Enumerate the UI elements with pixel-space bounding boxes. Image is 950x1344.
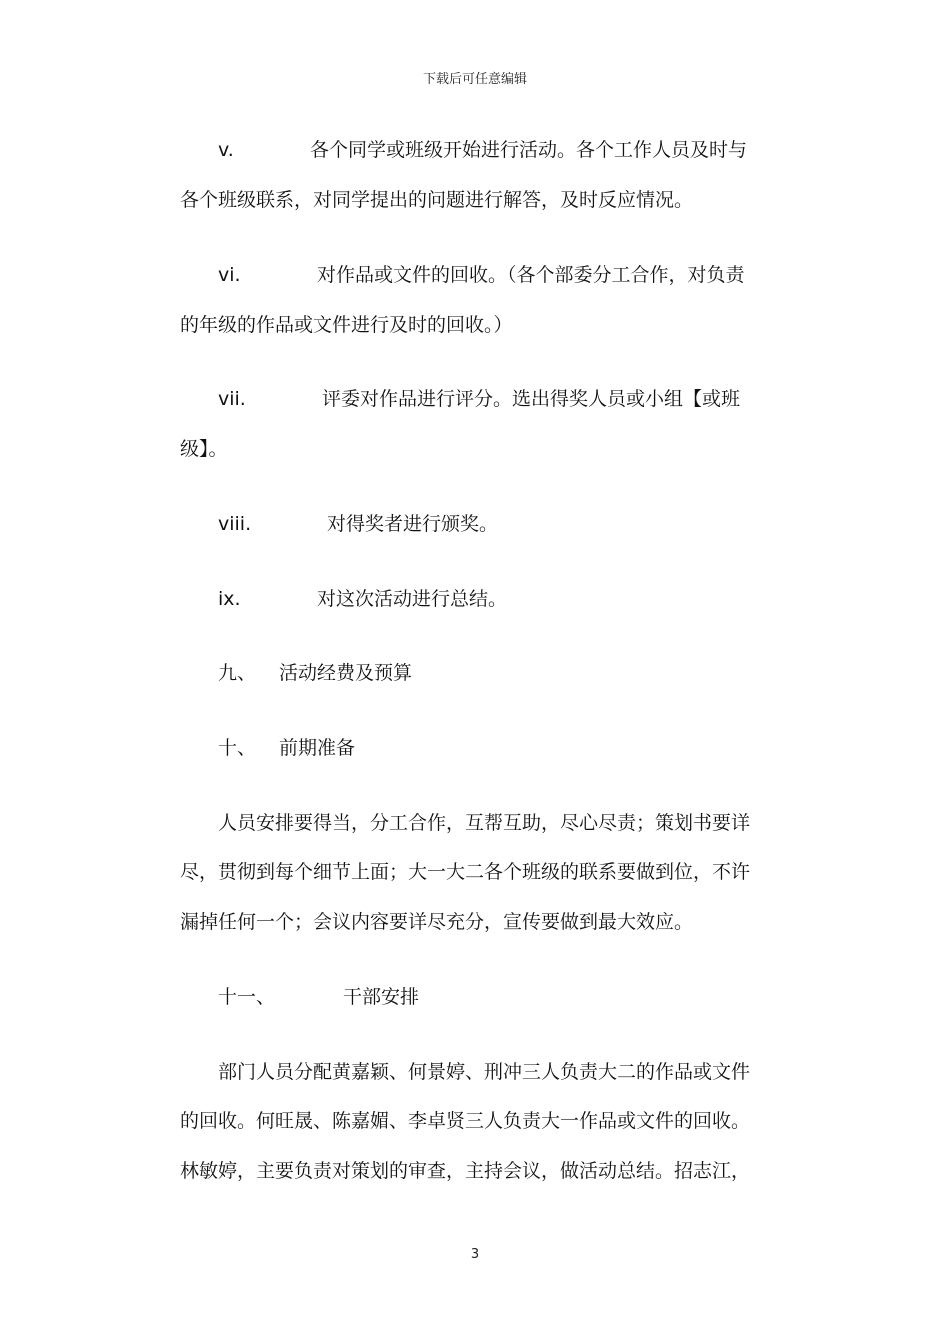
list-marker-v: v. — [218, 139, 234, 161]
paragraph-1-line2: 尽，贯彻到每个细节上面；大一大二各个班级的联系要做到位，不许 — [180, 861, 751, 883]
section-10-marker: 十、 — [218, 737, 257, 759]
list-marker-vi: vi. — [218, 264, 241, 286]
item-v-line1: 各个同学或班级开始进行活动。各个工作人员及时与 — [310, 139, 748, 161]
item-vi-line2: 的年级的作品或文件进行及时的回收。） — [180, 314, 513, 336]
item-ix-line1: 对这次活动进行总结。 — [317, 588, 508, 610]
item-vii-line2: 级】。 — [180, 438, 228, 460]
item-v-line2: 各个班级联系，对同学提出的问题进行解答，及时反应情况。 — [180, 189, 694, 211]
paragraph-2-line1: 部门人员分配黄嘉颖、何景婷、刑冲三人负责大二的作品或文件 — [218, 1061, 751, 1083]
list-marker-viii: viii. — [218, 513, 252, 535]
section-10-title: 前期准备 — [279, 737, 356, 759]
paragraph-1-line3: 漏掉任何一个；会议内容要详尽充分，宣传要做到最大效应。 — [180, 911, 694, 933]
list-marker-ix: ix. — [218, 588, 241, 610]
page-number: 3 — [470, 1247, 480, 1262]
section-11-marker: 十一、 — [218, 986, 276, 1008]
paragraph-1-line1: 人员安排要得当，分工合作，互帮互助，尽心尽责；策划书要详 — [218, 812, 751, 834]
page-header: 下载后可任意编辑 — [422, 72, 527, 87]
item-vi-line1: 对作品或文件的回收。（各个部委分工合作，对负责 — [317, 264, 745, 286]
list-marker-vii: vii. — [218, 388, 246, 410]
item-viii-line1: 对得奖者进行颁奖。 — [327, 513, 499, 535]
paragraph-2-line2: 的回收。何旺晟、陈嘉媚、李卓贤三人负责大一作品或文件的回收。 — [180, 1110, 751, 1132]
section-9-marker: 九、 — [218, 662, 257, 684]
item-vii-line1: 评委对作品进行评分。选出得奖人员或小组【或班 — [322, 388, 741, 410]
section-11-title: 干部安排 — [343, 986, 420, 1008]
section-9-title: 活动经费及预算 — [279, 662, 413, 684]
paragraph-2-line3: 林敏婷，主要负责对策划的审查，主持会议，做活动总结。招志江， — [180, 1160, 751, 1182]
